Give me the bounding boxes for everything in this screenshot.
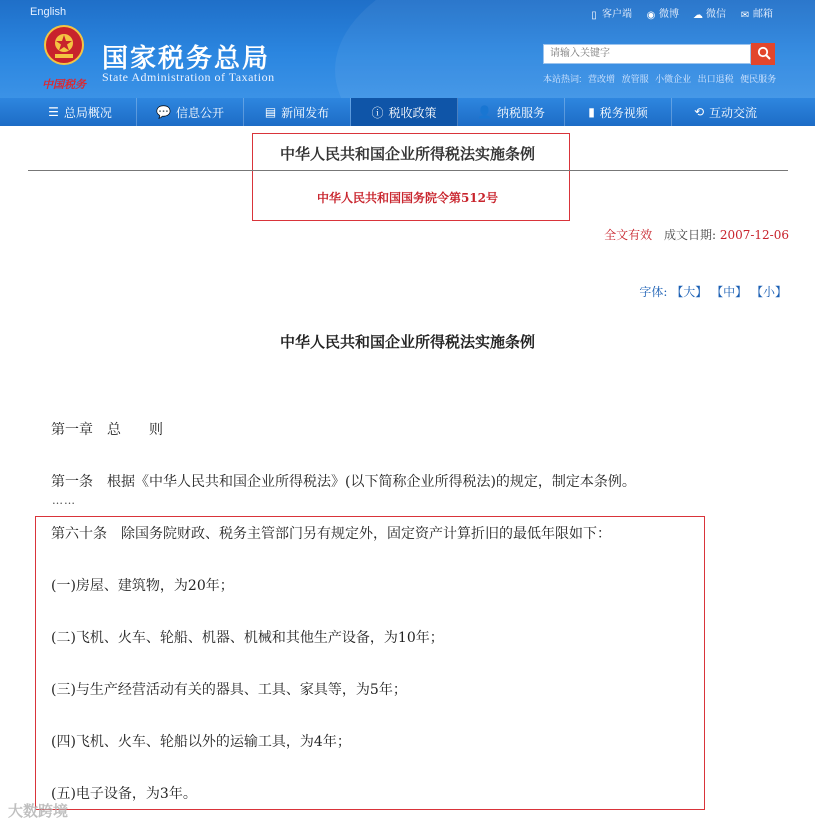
- font-medium-link[interactable]: 【中】: [711, 285, 748, 299]
- search-button[interactable]: [751, 43, 775, 65]
- top-links: [589, 5, 773, 21]
- site-name-en: State Administration of Taxation: [102, 70, 275, 84]
- site-header: [0, 0, 815, 98]
- english-link[interactable]: English: [30, 6, 67, 18]
- nav-item-disclosure[interactable]: 💬 信息公开: [137, 98, 244, 126]
- font-small-link[interactable]: 【小】: [750, 285, 787, 299]
- hot-words: 本站热词: 营改增 放管服 小微企业 出口退税 便民服务: [543, 74, 777, 84]
- search-input[interactable]: [543, 44, 751, 64]
- nav-item-overview[interactable]: ☰ 总局概况: [0, 98, 137, 126]
- hot-word[interactable]: 便民服务: [740, 74, 777, 84]
- article-1: 第一条 根据《中华人民共和国企业所得税法》(以下简称企业所得税法)的规定，制定本条例。: [51, 474, 636, 490]
- wechat-link[interactable]: ☁ 微信: [693, 9, 726, 21]
- nav-item-video[interactable]: ▮ 税务视频: [565, 98, 672, 126]
- search-icon: [757, 46, 771, 60]
- weibo-link[interactable]: ◉ 微博: [646, 9, 679, 21]
- signature-logo: 中国税务: [42, 78, 86, 91]
- article-60: 第六十条 除国务院财政、税务主管部门另有规定外，固定资产计算折旧的最低年限如下：: [51, 526, 611, 542]
- nav-item-tax-policy[interactable]: ⓘ 税收政策: [351, 98, 458, 126]
- font-large-link[interactable]: 【大】: [671, 285, 708, 299]
- list-item: (四)飞机、火车、轮船以外的运输工具，为4年；: [51, 734, 351, 750]
- person-icon: 👤: [477, 105, 492, 119]
- refresh-icon: ⟲: [693, 105, 705, 119]
- list-item: (一)房屋、建筑物，为20年；: [51, 578, 234, 594]
- hot-word[interactable]: 营改增: [588, 74, 616, 84]
- divider: [28, 170, 788, 171]
- list-item: (三)与生产经营活动有关的器具、工具、家具等，为5年；: [51, 682, 407, 698]
- hot-word[interactable]: 放管服: [621, 74, 649, 84]
- list-item: (二)飞机、火车、轮船、机器、机械和其他生产设备，为10年；: [51, 630, 444, 646]
- wechat-icon: ☁: [693, 10, 703, 21]
- date-label: 成文日期:: [663, 228, 716, 242]
- body-title: 中华人民共和国企业所得税法实施条例: [279, 333, 535, 351]
- document-number: 中华人民共和国国务院令第512号: [316, 191, 499, 205]
- list-icon: ☰: [48, 105, 59, 119]
- hot-word[interactable]: 出口退税: [697, 74, 734, 84]
- main-nav: [0, 98, 815, 126]
- watermark: 大数跨境: [8, 802, 69, 820]
- national-emblem-icon: [43, 24, 85, 66]
- article-highlight-box: [35, 516, 705, 810]
- mail-link[interactable]: ✉ 邮箱: [740, 9, 773, 21]
- site-name[interactable]: 国家税务总局: [102, 44, 271, 74]
- info-icon: ⓘ: [371, 105, 384, 120]
- hot-word[interactable]: 小微企业: [655, 74, 692, 84]
- ellipsis: ……: [52, 494, 76, 507]
- document-meta: [604, 226, 789, 243]
- video-icon: ▮: [588, 105, 595, 119]
- mail-icon: ✉: [740, 10, 750, 21]
- mobile-icon: ▯: [591, 10, 597, 21]
- client-link[interactable]: ▯ 客户端: [589, 5, 632, 21]
- nav-item-interaction[interactable]: ⟲ 互动交流: [693, 105, 758, 120]
- list-item: (五)电子设备，为3年。: [51, 786, 197, 802]
- chat-icon: 💬: [156, 105, 171, 119]
- nav-item-news[interactable]: ▤ 新闻发布: [244, 98, 351, 126]
- page-title: 中华人民共和国企业所得税法实施条例: [279, 145, 535, 163]
- validity-badge: 全文有效: [604, 228, 653, 242]
- font-label: 字体:: [639, 285, 668, 299]
- nav-item-taxpayer-service[interactable]: 👤 纳税服务: [458, 98, 565, 126]
- document-icon: ▤: [264, 105, 277, 119]
- weibo-icon: ◉: [646, 10, 656, 21]
- document-date: 2007-12-06: [719, 228, 789, 242]
- chapter-heading: 第一章 总 则: [51, 422, 163, 438]
- font-size-switcher: [639, 283, 787, 300]
